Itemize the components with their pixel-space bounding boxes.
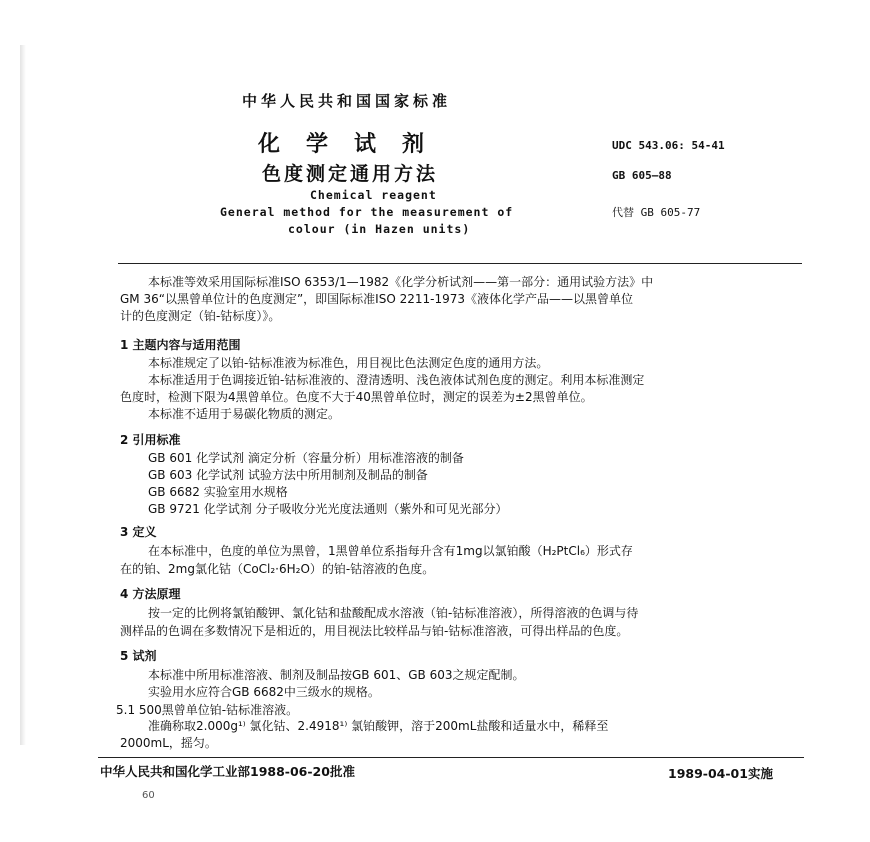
- english-title-line-2: General method for the measurement of: [220, 205, 514, 219]
- section-5-line-4: 2000mL，摇匀。: [120, 736, 217, 750]
- section-1-line-4: 本标准不适用于易碳化物质的测定。: [148, 407, 341, 421]
- document-title: 化学试剂: [258, 132, 451, 157]
- section-1-line-1: 本标准规定了以铂-钴标准液为标准色，用目视比色法测定色度的通用方法。: [148, 356, 549, 370]
- footer-divider: [98, 757, 804, 758]
- gb-number: GB 605—88: [612, 169, 672, 182]
- reference-item: GB 6682 实验室用水规格: [148, 485, 288, 499]
- section-4-line-1: 按一定的比例将氯铂酸钾、氯化钴和盐酸配成水溶液（铂-钴标准溶液），所得溶液的色调与待: [148, 606, 639, 620]
- reference-item: GB 603 化学试剂 试验方法中所用制剂及制品的制备: [148, 468, 428, 482]
- intro-line-2: GM 36“以黑曾单位计的色度测定”，即国际标准ISO 2211-1973《液体化学产品——以黑曾单位: [120, 292, 633, 306]
- section-3-heading: 3 定义: [120, 525, 157, 539]
- section-5-line-1: 本标准中所用标准溶液、制剂及制品按GB 601、GB 603之规定配制。: [148, 668, 525, 682]
- document-subtitle: 色度测定通用方法: [262, 163, 439, 185]
- section-5-heading: 5 试剂: [120, 649, 157, 663]
- section-4-line-2: 测样品的色调在多数情况下是相近的，用目视法比较样品与铂-钴标准溶液，可得出样品的色度。: [120, 624, 629, 638]
- intro-line-1: 本标准等效采用国际标准ISO 6353/1—1982《化学分析试剂——第一部分：通用试验方法》中: [148, 275, 654, 289]
- header-divider: [118, 263, 802, 264]
- section-3-line-1: 在本标准中，色度的单位为黑曾，1黑曾单位系指每升含有1mg以氯铂酸（H₂PtCl₆）形式存: [148, 544, 633, 558]
- approval-line: 中华人民共和国化学工业部1988-06-20批准: [100, 764, 355, 779]
- page-number: 60: [142, 790, 155, 801]
- subsection-5-1-heading: 5.1 500黑曾单位铂-钴标准溶液。: [116, 703, 299, 717]
- section-1-heading: 1 主题内容与适用范围: [120, 338, 241, 352]
- english-title-line-3: colour (in Hazen units): [288, 222, 471, 236]
- national-standard-heading: 中华人民共和国国家标准: [242, 92, 452, 110]
- reference-item: GB 601 化学试剂 滴定分析（容量分析）用标准溶液的制备: [148, 451, 464, 465]
- english-title-line-1: Chemical reagent: [310, 188, 437, 202]
- scan-edge-shadow: [20, 45, 26, 745]
- section-1-line-2: 本标准适用于色调接近铂-钴标准液的、澄清透明、浅色液体试剂色度的测定。利用本标准测定: [148, 373, 645, 387]
- intro-line-3: 计的色度测定（铂-钴标度）》。: [120, 309, 281, 323]
- section-3-line-2: 在的铂、2mg氯化钴（CoCl₂·6H₂O）的铂-钴溶液的色度。: [120, 562, 435, 576]
- section-4-heading: 4 方法原理: [120, 587, 181, 601]
- effective-date: 1989-04-01实施: [668, 766, 773, 781]
- section-5-line-3: 准确称取2.000g¹⁾ 氯化钴、2.4918¹⁾ 氯铂酸钾，溶于200mL盐酸和适量水中，稀释至: [148, 719, 609, 733]
- udc-code: UDC 543.06: 54-41: [612, 139, 725, 152]
- section-1-line-3: 色度时，检测下限为4黑曾单位。色度不大于40黑曾单位时，测定的误差为±2黑曾单位。: [120, 390, 593, 404]
- section-2-heading: 2 引用标准: [120, 433, 181, 447]
- replaces-standard: 代替 GB 605-77: [612, 206, 701, 219]
- reference-item: GB 9721 化学试剂 分子吸收分光光度法通则（紫外和可见光部分）: [148, 502, 508, 516]
- section-5-line-2: 实验用水应符合GB 6682中三级水的规格。: [148, 685, 380, 699]
